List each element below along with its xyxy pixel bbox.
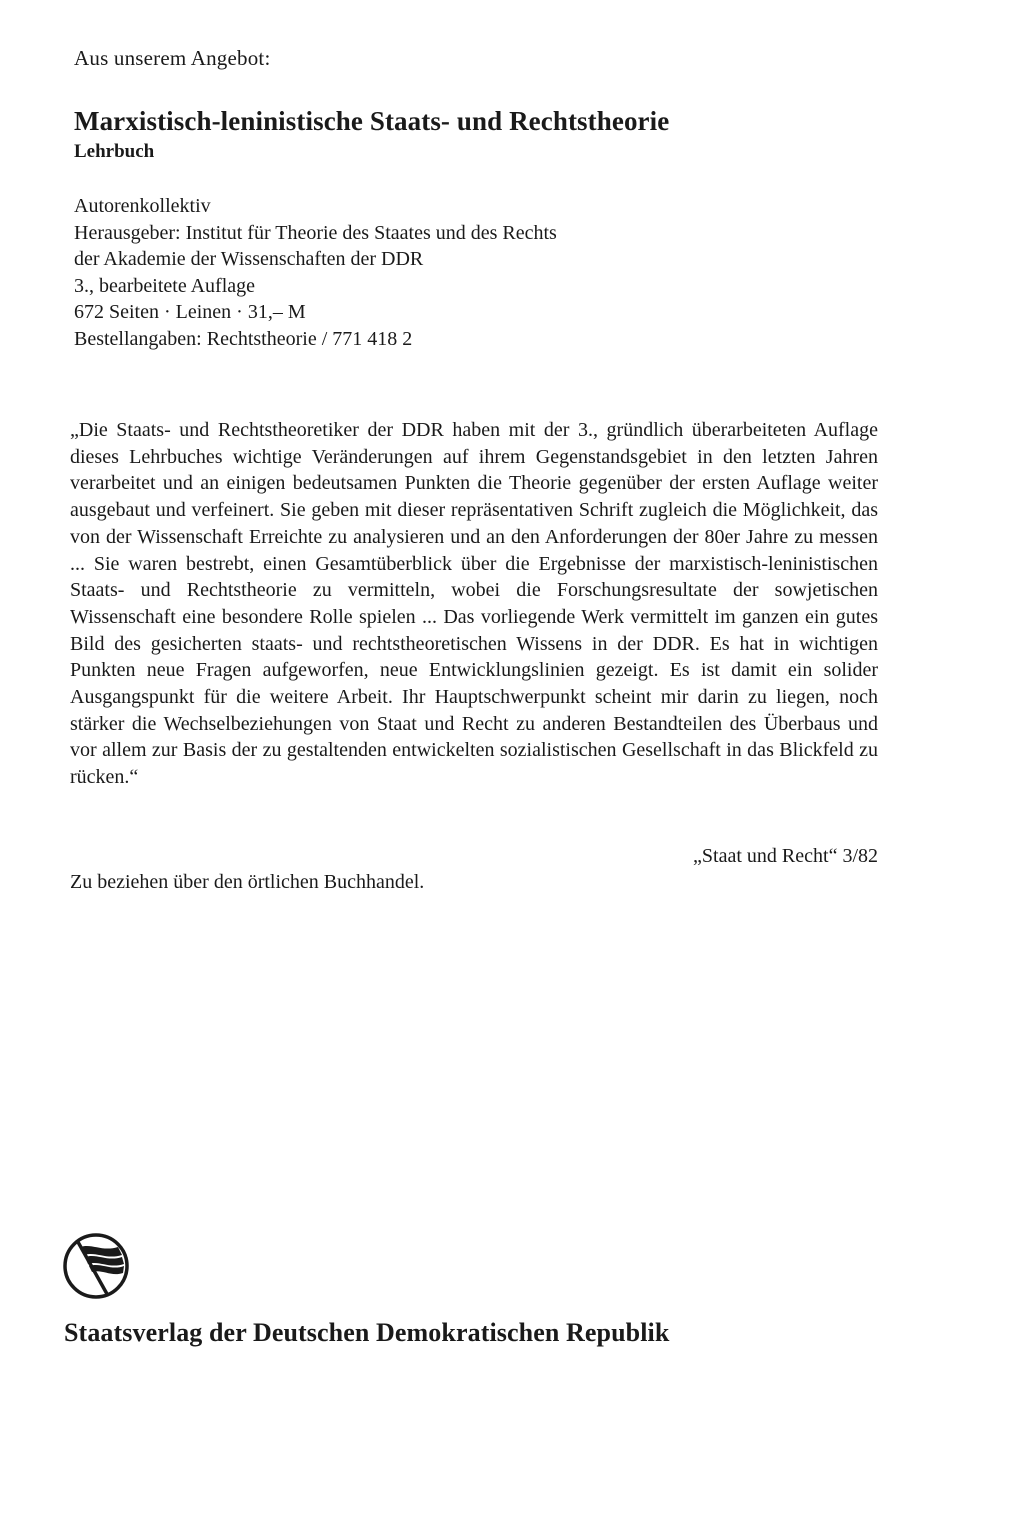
book-detail-order-info: Bestellangaben: Rechtstheorie / 771 418 2 — [74, 327, 413, 350]
book-detail-pages-price: 672 Seiten · Leinen · 31,– M — [74, 301, 306, 323]
publisher-logo-flag-circle-icon — [62, 1232, 130, 1300]
availability-note: Zu beziehen über den örtlichen Buchhandel. — [70, 871, 425, 893]
book-subtitle: Lehrbuch — [74, 141, 155, 162]
publisher-name: Staatsverlag der Deutschen Demokratischen Republik — [64, 1318, 670, 1347]
book-detail-edition: 3., bearbeitete Auflage — [74, 274, 256, 297]
book-details — [74, 193, 557, 352]
book-title: Marxistisch-leninistische Staats- und Rechtstheorie — [74, 106, 670, 136]
book-detail-editor-academy: der Akademie der Wissenschaften der DDR — [74, 248, 424, 270]
review-quote: „Die Staats- und Rechtstheoretiker der DDR haben mit der 3., gründlich überarbeiteten Auflage dieses Lehrbuches wichtige Veränderungen auf ihrem Gegenstandsgebiet in den letzten Jahren verarbeitet und an einigen bedeutsamen Punkten die Theorie gegenüber der ersten Auflage weiter ausgebaut und verfeinert. Sie geben mit dieser repräsentativen Schrift zugleich die Möglichkeit, das von der Wissenschaft Erreichte zu analysieren und an den Anforderungen der 80er Jahre zu messen ... Sie waren bestrebt, einen Gesamtüberblick über die Ergebnisse der marxistisch-leninistischen Staats- und Rechtstheorie zu vermitteln, wobei die Forschungsresultate der sowjetischen Wissenschaft eine besondere Rolle spielen ... Das vorliegende Werk vermittelt im ganzen ein gutes Bild des gesicherten staats- und rechtstheoretischen Wissens in der DDR. Es hat in wichtigen Punkten neue Fragen aufgeworfen, neue Entwicklungslinien gezeigt. Es ist damit ein solider Ausgangspunkt für die weitere Arbeit. Ihr Hauptschwerpunkt scheint mir darin zu liegen, noch stärker die Wechselbeziehungen von Staat und Recht zu anderen Bestandteilen des Überbaus und vor allem zur Basis der zu gestaltenden entwickelten sozialistischen Gesellschaft in das Blickfeld zu rücken.“ — [70, 419, 878, 789]
intro-line: Aus unserem Angebot: — [74, 46, 271, 70]
book-detail-authors: Autorenkollektiv — [74, 195, 211, 217]
review-source: „Staat und Recht“ 3/82 — [693, 845, 878, 867]
book-detail-editor: Herausgeber: Institut für Theorie des Staates und des Rechts — [74, 221, 557, 244]
